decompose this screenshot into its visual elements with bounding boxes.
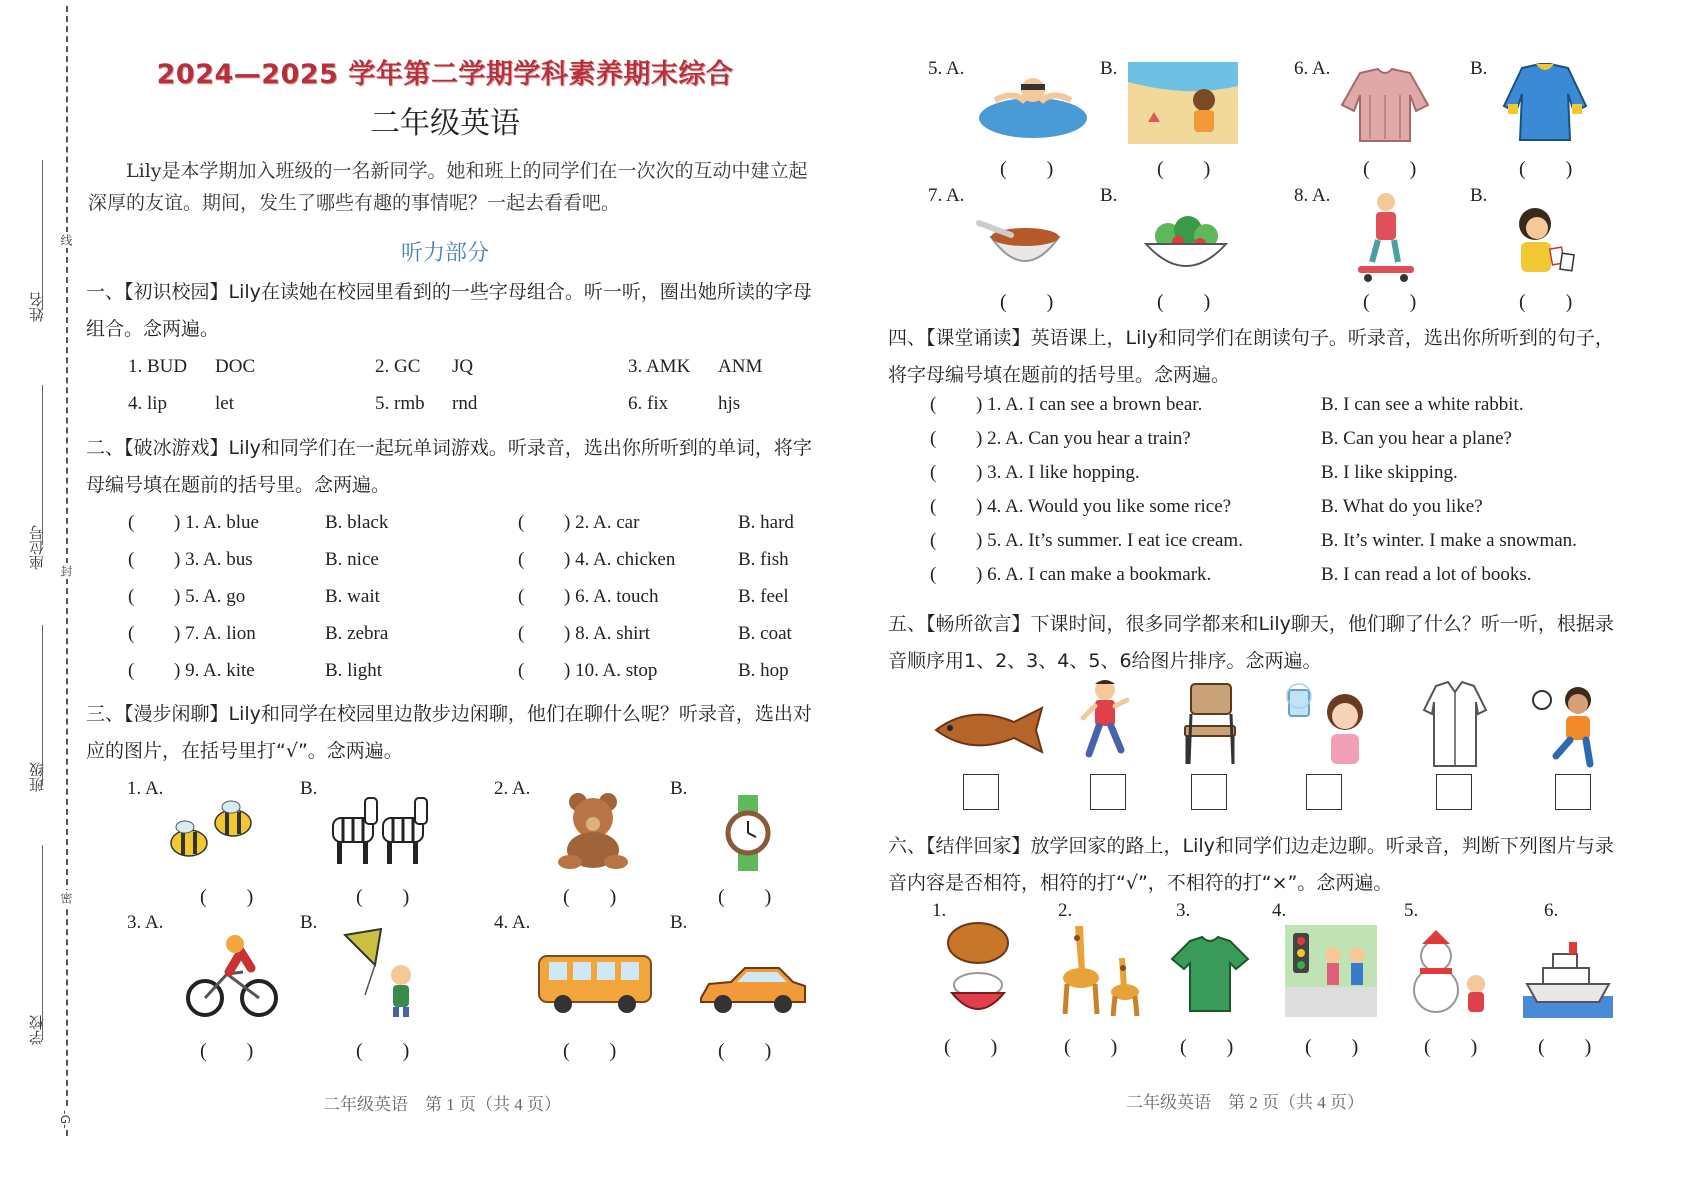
q1-item: 1. BUD: [128, 356, 188, 377]
q2-option: B. hop: [738, 660, 789, 681]
q4-sentence: B. I like skipping.: [1321, 462, 1458, 483]
teddy-bear-image: [548, 790, 638, 870]
order-box[interactable]: [1191, 774, 1227, 810]
bus-image: [535, 950, 655, 1015]
margin-mark-seal: 封: [59, 565, 73, 577]
q3-option-label: 7. A.: [928, 185, 965, 206]
q4-sentence: B. What do you like?: [1321, 496, 1483, 517]
watch-image: [718, 793, 778, 873]
q2-option: B. nice: [325, 549, 379, 570]
t-shirt-image: [1170, 935, 1250, 1015]
order-box[interactable]: [1306, 774, 1342, 810]
answer-paren[interactable]: ( ): [1180, 1036, 1234, 1058]
class-label: 班级: [28, 762, 46, 792]
q6-item-number: 6.: [1544, 900, 1559, 921]
answer-paren[interactable]: ( ): [1424, 1036, 1478, 1058]
raincoat-image: [1500, 60, 1590, 145]
beach-child-image: [1128, 62, 1238, 144]
snowman-image: [1402, 928, 1494, 1020]
q4-title: 四、【课堂诵读】英语课上，Lily和同学们在朗读句子。听录音，选出你所听到的句子，将字母编号填在题前的括号里。念两遍。: [888, 327, 1614, 386]
answer-paren[interactable]: ( ): [718, 886, 772, 908]
q1-item: hjs: [718, 393, 741, 414]
answer-paren[interactable]: ( ): [1538, 1036, 1592, 1058]
answer-paren[interactable]: ( ): [1000, 291, 1054, 313]
margin-code: -G-: [58, 1110, 72, 1129]
answer-paren[interactable]: (: [128, 660, 135, 681]
q3-option-label: 2. A.: [494, 778, 531, 799]
q4-sentence: B. It’s winter. I make a snowman.: [1321, 530, 1577, 551]
chicken-rice-image: [940, 915, 1015, 1020]
name-blank[interactable]: [42, 160, 43, 310]
q3-option-label: 5. A.: [928, 58, 965, 79]
football-boy-image: [1530, 680, 1610, 770]
q2-option: ) 7. A. lion: [174, 623, 256, 644]
answer-paren[interactable]: ( ): [563, 1040, 617, 1062]
sweater-image: [1340, 65, 1430, 145]
q2-option: ) 10. A. stop: [564, 660, 658, 681]
answer-paren[interactable]: (: [518, 586, 525, 607]
q2-option: ) 4. A. chicken: [564, 549, 676, 570]
q5-title: 五、【畅所欲言】下课时间，很多同学都来和Lily聊天，他们聊了什么？听一听，根据录音顺序用1、2、3、4、5、6给图片排序。念两遍。: [888, 613, 1614, 672]
answer-paren[interactable]: ( ): [1000, 158, 1054, 180]
answer-paren[interactable]: (: [128, 586, 135, 607]
exam-title: 2024—2025 学年第二学期学科素养期末综合: [156, 59, 734, 90]
q1-item: 3. AMK: [628, 356, 691, 377]
q4-sentence: B. I can read a lot of books.: [1321, 564, 1532, 585]
answer-paren[interactable]: ( ): [1519, 291, 1573, 313]
q6-item-number: 3.: [1176, 900, 1191, 921]
q6-item-number: 5.: [1404, 900, 1419, 921]
answer-paren[interactable]: ( ): [944, 1036, 998, 1058]
q3-option-label: B.: [1100, 58, 1118, 79]
q6-item-number: 1.: [932, 900, 947, 921]
q2-title: 二、【破冰游戏】Lily和同学们在一起玩单词游戏。听录音，选出你所听到的单词，将字母编号填在题前的括号里。念两遍。: [86, 437, 812, 496]
q1-item: 6. fix: [628, 393, 669, 414]
answer-paren[interactable]: ( ): [1363, 158, 1417, 180]
q3-option-label: B.: [670, 912, 688, 933]
q2-option: ) 6. A. touch: [564, 586, 659, 607]
name-label: 姓名: [28, 292, 46, 322]
answer-paren[interactable]: ( ): [1305, 1036, 1359, 1058]
q1-item: 2. GC: [375, 356, 421, 377]
zebras-image: [325, 790, 435, 870]
q4-sentence: ) 3. A. I like hopping.: [976, 462, 1140, 483]
car-image: [695, 962, 810, 1017]
q2-option: ) 3. A. bus: [174, 549, 253, 570]
q1-item: let: [215, 393, 234, 414]
answer-paren[interactable]: (: [930, 428, 937, 449]
answer-paren[interactable]: ( ): [1363, 291, 1417, 313]
kite-flyer-image: [335, 925, 430, 1020]
page2-footer: 二年级英语 第 2 页（共 4 页）: [1126, 1093, 1364, 1112]
answer-paren[interactable]: (: [128, 623, 135, 644]
q3-option-label: B.: [670, 778, 688, 799]
answer-paren[interactable]: (: [930, 496, 937, 517]
q2-option: B. wait: [325, 586, 380, 607]
skateboarder-image: [1350, 190, 1420, 285]
answer-paren[interactable]: ( ): [200, 886, 254, 908]
q2-option: ) 1. A. blue: [174, 512, 259, 533]
q2-option: B. light: [325, 660, 383, 681]
giraffes-image: [1045, 918, 1150, 1018]
seat-blank[interactable]: [42, 385, 43, 545]
seat-label: 座位号: [28, 525, 46, 570]
answer-paren[interactable]: (: [930, 530, 937, 551]
answer-paren[interactable]: (: [128, 549, 135, 570]
answer-paren[interactable]: ( ): [1157, 291, 1211, 313]
answer-paren[interactable]: ( ): [356, 1040, 410, 1062]
answer-paren[interactable]: (: [518, 660, 525, 681]
exam-subtitle: 二年级英语: [370, 107, 520, 140]
card-player-image: [1505, 200, 1585, 285]
listening-heading: 听力部分: [400, 241, 489, 266]
answer-paren[interactable]: ( ): [356, 886, 410, 908]
shirt-image: [1420, 680, 1490, 770]
answer-paren[interactable]: ( ): [1157, 158, 1211, 180]
running-boy-image: [1075, 678, 1135, 768]
q2-option: ) 9. A. kite: [174, 660, 255, 681]
order-box[interactable]: [1436, 774, 1472, 810]
q3-option-label: B.: [1100, 185, 1118, 206]
q2-option: ) 2. A. car: [564, 512, 640, 533]
q3-option-label: B.: [300, 912, 318, 933]
q2-option: B. fish: [738, 549, 789, 570]
cyclist-image: [185, 930, 280, 1020]
intro-paragraph: Lily是本学期加入班级的一名新同学。她和班上的同学们在一次次的互动中建立起深厚的友谊。期间，发生了哪些有趣的事情呢？一起去看看吧。: [88, 160, 808, 214]
q4-sentence: B. I can see a white rabbit.: [1321, 394, 1524, 415]
q3-option-label: B.: [1470, 185, 1488, 206]
fish-image: [930, 700, 1050, 760]
answer-paren[interactable]: ( ): [563, 886, 617, 908]
q3-option-label: 8. A.: [1294, 185, 1331, 206]
margin-mark-line: 线: [59, 234, 73, 246]
q4-sentence: ) 2. A. Can you hear a train?: [976, 428, 1191, 449]
q2-option: B. feel: [738, 586, 789, 607]
q1-item: rnd: [452, 393, 478, 414]
q3-title: 三、【漫步闲聊】Lily和同学在校园里边散步边闲聊，他们在聊什么呢？听录音，选出对应的图片，在括号里打“√”。念两遍。: [86, 703, 812, 762]
school-blank[interactable]: [42, 845, 43, 1040]
q1-item: 5. rmb: [375, 393, 425, 414]
q4-sentence: ) 4. A. Would you like some rice?: [976, 496, 1232, 517]
q3-option-label: B.: [1470, 58, 1488, 79]
q4-sentence: ) 6. A. I can make a bookmark.: [976, 564, 1212, 585]
answer-paren[interactable]: ( ): [718, 1040, 772, 1062]
order-box[interactable]: [1090, 774, 1126, 810]
q2-option: B. zebra: [325, 623, 389, 644]
q1-item: DOC: [215, 356, 256, 377]
ship-image: [1523, 940, 1613, 1018]
q1-title: 一、【初识校园】Lily在读她在校园里看到的一些字母组合。听一听，圈出她所读的字母组合。念两遍。: [86, 281, 812, 340]
answer-paren[interactable]: (: [930, 394, 937, 415]
q3-option-label: 6. A.: [1294, 58, 1331, 79]
swimmer-image: [975, 60, 1090, 140]
class-blank[interactable]: [42, 625, 43, 785]
q6-item-number: 4.: [1272, 900, 1287, 921]
soup-image: [975, 215, 1070, 280]
q4-sentence: B. Can you hear a plane?: [1321, 428, 1512, 449]
q2-option: B. coat: [738, 623, 792, 644]
traffic-light-image: [1285, 925, 1377, 1017]
q3-option-label: 1. A.: [127, 778, 164, 799]
answer-paren[interactable]: (: [930, 564, 937, 585]
bees-image: [155, 795, 265, 875]
answer-paren[interactable]: (: [930, 462, 937, 483]
answer-paren[interactable]: ( ): [1064, 1036, 1118, 1058]
q3-option-label: 4. A.: [494, 912, 531, 933]
answer-paren[interactable]: ( ): [1519, 158, 1573, 180]
page1-footer: 二年级英语 第 1 页（共 4 页）: [323, 1095, 561, 1114]
q2-option: ) 8. A. shirt: [564, 623, 651, 644]
q1-item: JQ: [452, 356, 474, 377]
q2-option: B. hard: [738, 512, 794, 533]
margin-mark-secret: 密: [59, 892, 73, 904]
order-box[interactable]: [1555, 774, 1591, 810]
q4-sentence: ) 1. A. I can see a brown bear.: [976, 394, 1203, 415]
school-label: 学校: [28, 1015, 46, 1045]
water-girl-image: [1283, 682, 1378, 767]
chair-image: [1175, 680, 1245, 768]
q6-item-number: 2.: [1058, 900, 1073, 921]
q1-item: 4. lip: [128, 393, 168, 414]
answer-paren[interactable]: (: [518, 623, 525, 644]
q3-option-label: 3. A.: [127, 912, 164, 933]
q6-title: 六、【结伴回家】放学回家的路上，Lily和同学们边走边聊。听录音，判断下列图片与录音内容是否相符，相符的打“√”，不相符的打“×”。念两遍。: [888, 835, 1614, 894]
q2-option: B. black: [325, 512, 389, 533]
salad-image: [1138, 208, 1233, 283]
answer-paren[interactable]: (: [518, 549, 525, 570]
answer-paren[interactable]: (: [518, 512, 525, 533]
answer-paren[interactable]: (: [128, 512, 135, 533]
answer-paren[interactable]: ( ): [200, 1040, 254, 1062]
q4-sentence: ) 5. A. It’s summer. I eat ice cream.: [976, 530, 1243, 551]
q1-item: ANM: [718, 356, 763, 377]
q2-option: ) 5. A. go: [174, 586, 246, 607]
q3-option-label: B.: [300, 778, 318, 799]
order-box[interactable]: [963, 774, 999, 810]
